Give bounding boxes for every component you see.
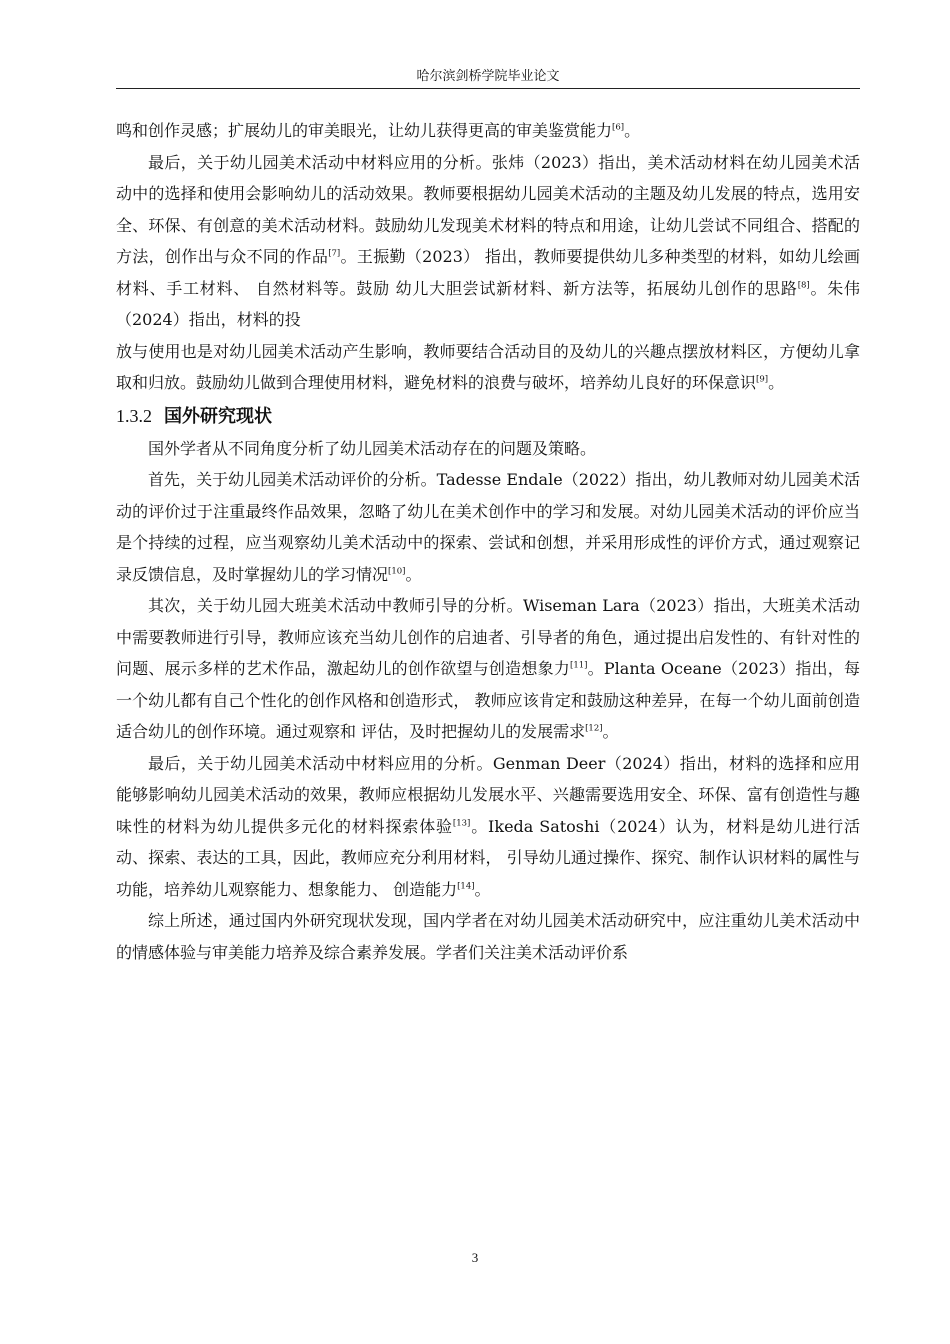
- section-title: 国外研究现状: [164, 405, 272, 427]
- citation-ref: [8]: [797, 280, 810, 291]
- paragraph-continuation: 鸣和创作灵感；扩展幼儿的审美眼光，让幼儿获得更高的审美鉴赏能力[6]。: [116, 121, 641, 140]
- body-content: [116, 115, 860, 968]
- citation-ref: [14]: [457, 881, 475, 892]
- citation-ref: [6]: [612, 122, 625, 133]
- page-header: [116, 66, 860, 89]
- paragraph-teacher-guidance: 其次，关于幼儿园大班美术活动中教师引导的分析。Wiseman Lara（2023）指出，大班美术活动中需要教师进行引导，教师应该充当幼儿创作的启迪者、引导者的角色，通过提出启发性的、有针对性的问题、展示多样的艺术作品，激起幼儿的创作欲望与创造想象力[11]。Planta Oceane（2023）指出，每一个幼儿都有自己个性化的创作风格和创造形式， 教师应该肯定和鼓励这种差异，在每一个幼儿面前创造适合幼儿的创作环境。通过观察和 评估，及时把握幼儿的发展需求[12]。: [116, 596, 860, 741]
- citation-ref: [12]: [585, 723, 603, 734]
- paragraph-evaluation: 首先，关于幼儿园美术活动评价的分析。Tadesse Endale（2022）指出，幼儿教师对幼儿园美术活动的评价过于注重最终作品效果，忽略了幼儿在美术创作中的学习和发展。对幼儿园美术活动的评价应当是个持续的过程，应当观察幼儿美术活动中的探索、尝试和创想，并采用形成性的评价方式，通过观察记录反馈信息，及时掌握幼儿的学习情况[10]。: [116, 470, 860, 584]
- paragraph-materials-continued: 放与使用也是对幼儿园美术活动产生影响，教师要结合活动目的及幼儿的兴趣点摆放材料区，方便幼儿拿取和归放。鼓励幼儿做到合理使用材料，避免材料的浪费与破坏，培养幼儿良好的环保意识[9]。: [116, 341, 860, 392]
- section-number: 1.3.2: [116, 405, 152, 426]
- citation-ref: [13]: [452, 818, 471, 829]
- citation-ref: [7]: [328, 248, 341, 259]
- paragraph-summary: 综上所述，通过国内外研究现状发现，国内学者在对幼儿园美术活动研究中，应注重幼儿美术活动中的情感体验与审美能力培养及综合素养发展。学者们关注美术活动评价系: [116, 911, 860, 962]
- paragraph-intro-foreign: 国外学者从不同角度分析了幼儿园美术活动存在的问题及策略。: [148, 438, 597, 458]
- citation-ref: [11]: [570, 660, 588, 671]
- paragraph-materials-domestic: 最后，关于幼儿园美术活动中材料应用的分析。张炜（2023）指出，美术活动材料在幼儿园美术活动中的选择和使用会影响幼儿的活动效果。教师要根据幼儿园美术活动的主题及幼儿发展的特点，选用安全、环保、有创意的美术活动材料。鼓励幼儿发现美术材料的特点和用途，让幼儿尝试不同组合、搭配的方法，创作出与众不同的作品[7]。王振勤（2023） 指出，教师要提供幼儿多种类型的材料，如幼儿绘画材料、手工材料、 自然材料等。鼓励 幼儿大胆尝试新材料、新方法等，拓展幼儿创作的思路[8]。朱伟（2024）指出，材料的投: [116, 152, 860, 329]
- page-number: 3: [471, 1250, 479, 1265]
- paragraph-materials-foreign: 最后，关于幼儿园美术活动中材料应用的分析。Genman Deer（2024）指出，材料的选择和应用能够影响幼儿园美术活动的效果，教师应根据幼儿发展水平、兴趣需要选用安全、环保、富有创造性与趣味性的材料为幼儿提供多元化的材料探索体验[13]。Ikeda Satoshi（2024）认为，材料是幼儿进行活动、探索、表达的工具，因此，教师应充分利用材料， 引导幼儿通过操作、探究、制作认识材料的属性与功能，培养幼儿观察能力、想象能力、 创造能力[14]。: [116, 753, 860, 899]
- header-title: 哈尔滨剑桥学院毕业论文: [416, 69, 560, 84]
- citation-ref: [9]: [756, 374, 769, 385]
- section-heading: [116, 399, 860, 433]
- citation-ref: [10]: [388, 566, 406, 577]
